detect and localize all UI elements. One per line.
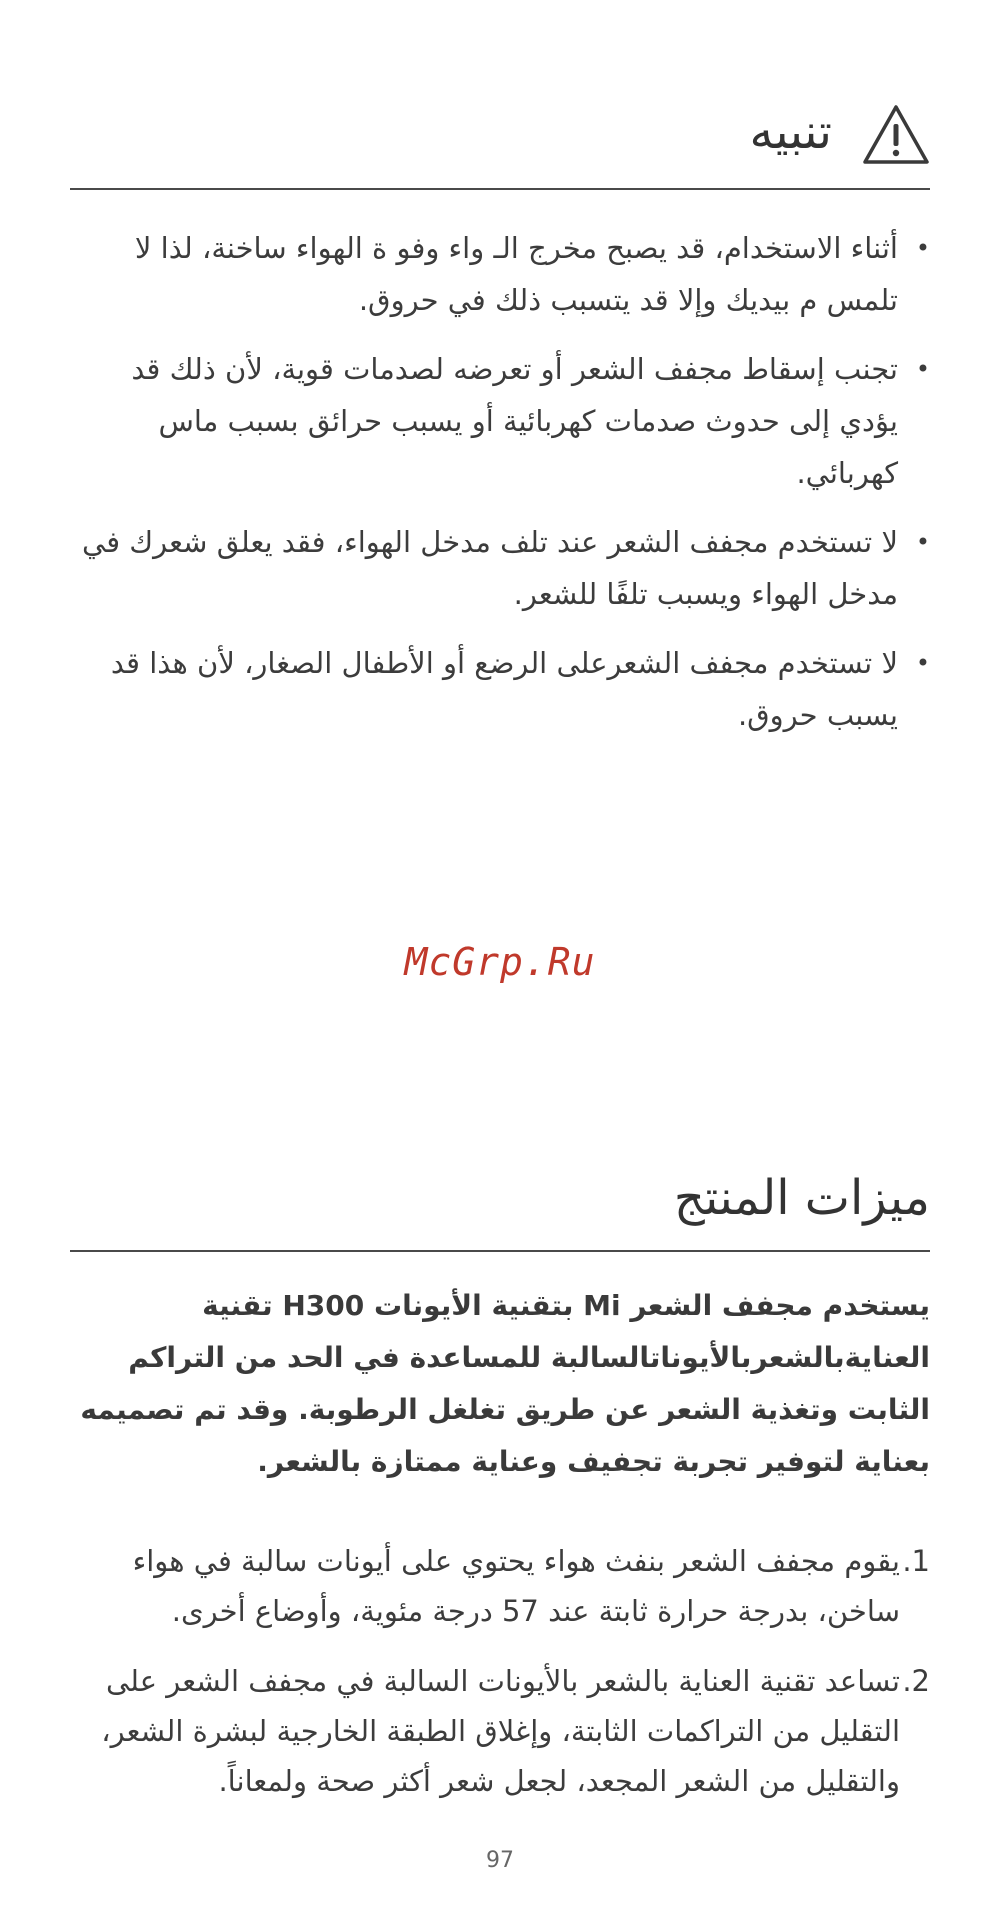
features-title: ميزات المنتج xyxy=(673,1170,930,1226)
warning-list xyxy=(70,222,930,758)
warning-item-text: تجنب إسقاط مجفف الشعر أو تعرضه لصدمات قوية، لأن ذلك قد يؤدي إلى حدوث صدمات كهربائية أو يسبب حرائق بسبب ماس كهربائي. xyxy=(131,352,898,490)
warning-title: تنبيه xyxy=(749,104,832,160)
feature-item-text: تساعد تقنية العناية بالشعر بالأيونات السالبة في مجفف الشعر على التقليل من التراكمات الثابتة، وإغلاق الطبقة الخارجية لبشرة الشعر، والتقليل من الشعر المجعد، لجعل شعر أكثر صحة ولمعاناً. xyxy=(101,1664,900,1798)
warning-item-text: لا تستخدم مجفف الشعر عند تلف مدخل الهواء، فقد يعلق شعرك في مدخل الهواء ويسبب تلفًا للشعر. xyxy=(82,525,898,611)
bullet-marker: • xyxy=(915,355,930,383)
list-item xyxy=(70,222,930,326)
features-list xyxy=(70,1536,930,1826)
bullet-marker: • xyxy=(915,528,930,556)
list-item xyxy=(70,516,930,620)
warning-header xyxy=(70,100,930,190)
features-intro: يستخدم مجفف الشعر Mi بتقنية الأيونات H300 تقنية العنايةبالشعربالأيوناتالسالبة للمساعدة في الحد من التراكم الثابت وتغذية الشعر عن طريق تغلغل الرطوبة. وقد تم تصميمه بعناية لتوفير تجربة تجفيف وعناية ممتازة بالشعر. xyxy=(80,1289,930,1478)
bullet-marker: • xyxy=(915,234,930,262)
feature-item-text: يقوم مجفف الشعر بنفث هواء يحتوي على أيونات سالبة في هواء ساخن، بدرجة حرارة ثابتة عند 57 درجة مئوية، وأوضاع أخرى. xyxy=(132,1544,900,1628)
item-number: 2. xyxy=(902,1664,930,1698)
page-number: 97 xyxy=(486,1848,514,1873)
warning-item-text: لا تستخدم مجفف الشعرعلى الرضع أو الأطفال الصغار، لأن هذا قد يسبب حروق. xyxy=(110,646,898,732)
warning-triangle-icon xyxy=(862,104,930,166)
list-item xyxy=(70,343,930,499)
list-item xyxy=(70,1656,930,1806)
watermark: McGrp.Ru xyxy=(404,940,596,984)
list-item xyxy=(70,1536,930,1636)
item-number: 1. xyxy=(902,1544,930,1578)
bullet-marker: • xyxy=(915,649,930,677)
features-header xyxy=(70,1160,930,1252)
list-item xyxy=(70,637,930,741)
warning-item-text: أثناء الاستخدام، قد يصبح مخرج الـ واء وفو ة الهواء ساخنة، لذا لا تلمس م بيديك وإلا قد يتسبب ذلك في حروق. xyxy=(134,231,898,317)
